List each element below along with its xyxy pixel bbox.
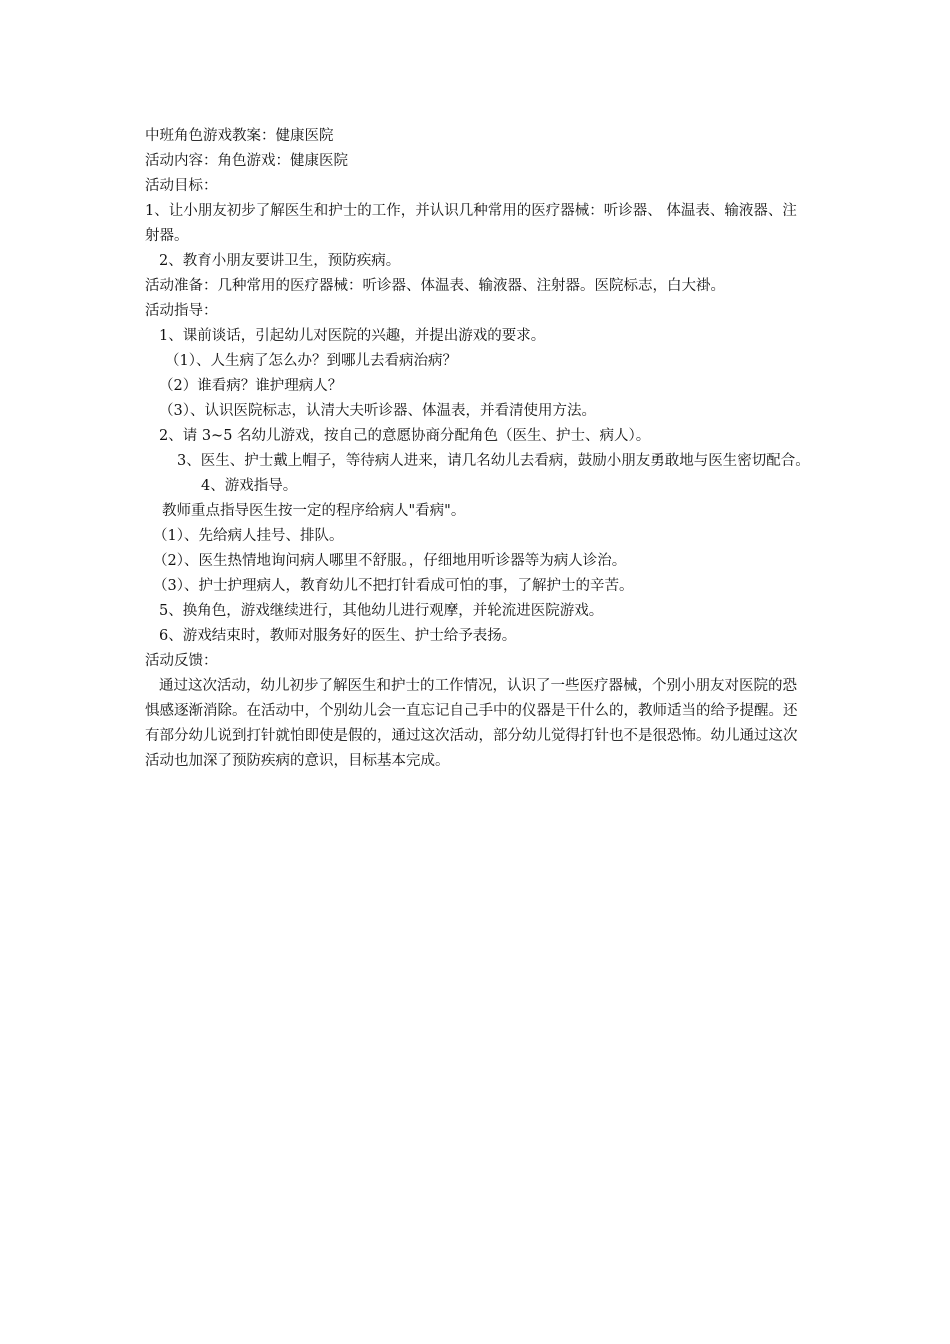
preparation: 活动准备：几种常用的医疗器械：听诊器、体温表、输液器、注射器。医院标志，白大褂。 bbox=[145, 278, 725, 294]
step-1-a: （1）、人生病了怎么办？到哪儿去看病治病？ bbox=[165, 353, 457, 369]
step-2: 2、请 3~5 名幼儿游戏，按自己的意愿协商分配角色（医生、护士、病人）。 bbox=[159, 428, 651, 444]
step-4-a: （1）、先给病人挂号、排队。 bbox=[153, 528, 344, 544]
step-1-b: （2）谁看病？谁护理病人？ bbox=[159, 378, 343, 394]
goal-1: 1、让小朋友初步了解医生和护士的工作，并认识几种常用的医疗器械：听诊器、 体温表、输液器、注射器。 bbox=[145, 203, 797, 244]
goal-2: 2、教育小朋友要讲卫生，预防疾病。 bbox=[159, 253, 401, 269]
step-4-intro: 教师重点指导医生按一定的程序给病人"看病"。 bbox=[162, 503, 466, 519]
step-5: 5、换角色，游戏继续进行，其他幼儿进行观摩，并轮流进医院游戏。 bbox=[159, 603, 604, 619]
step-3: 3、医生、护士戴上帽子，等待病人进来，请几名幼儿去看病，鼓励小朋友勇敢地与医生密切配合。 bbox=[177, 453, 810, 469]
step-6: 6、游戏结束时，教师对服务好的医生、护士给予表扬。 bbox=[159, 628, 517, 644]
feedback-body: 通过这次活动，幼儿初步了解医生和护士的工作情况，认识了一些医疗器械，个别小朋友对医院的恐惧感逐渐消除。在活动中，个别幼儿会一直忘记自己手中的仪器是干什么的，教师适当的给予提醒。还有部分幼儿说到打针就怕即使是假的，通过这次活动，部分幼儿觉得打针也不是很恐怖。幼儿通过这次活动也加深了预防疾病的意识，目标基本完成。 bbox=[145, 678, 798, 769]
guidance-heading: 活动指导： bbox=[145, 303, 218, 319]
feedback-heading: 活动反馈： bbox=[145, 653, 218, 669]
step-4-c: （3）、护士护理病人，教育幼儿不把打针看成可怕的事，了解护士的辛苦。 bbox=[153, 578, 634, 594]
document-body bbox=[145, 124, 810, 774]
step-4-b: （2）、医生热情地询问病人哪里不舒服。，仔细地用听诊器等为病人诊治。 bbox=[153, 553, 627, 569]
step-1-c: （3）、认识医院标志，认清大夫听诊器、体温表，并看清使用方法。 bbox=[159, 403, 596, 419]
activity-content: 活动内容：角色游戏：健康医院 bbox=[145, 153, 348, 169]
document-title: 中班角色游戏教案：健康医院 bbox=[145, 128, 334, 144]
step-4: 4、游戏指导。 bbox=[201, 478, 298, 494]
step-1: 1、课前谈话，引起幼儿对医院的兴趣，并提出游戏的要求。 bbox=[159, 328, 546, 344]
goals-heading: 活动目标： bbox=[145, 178, 218, 194]
